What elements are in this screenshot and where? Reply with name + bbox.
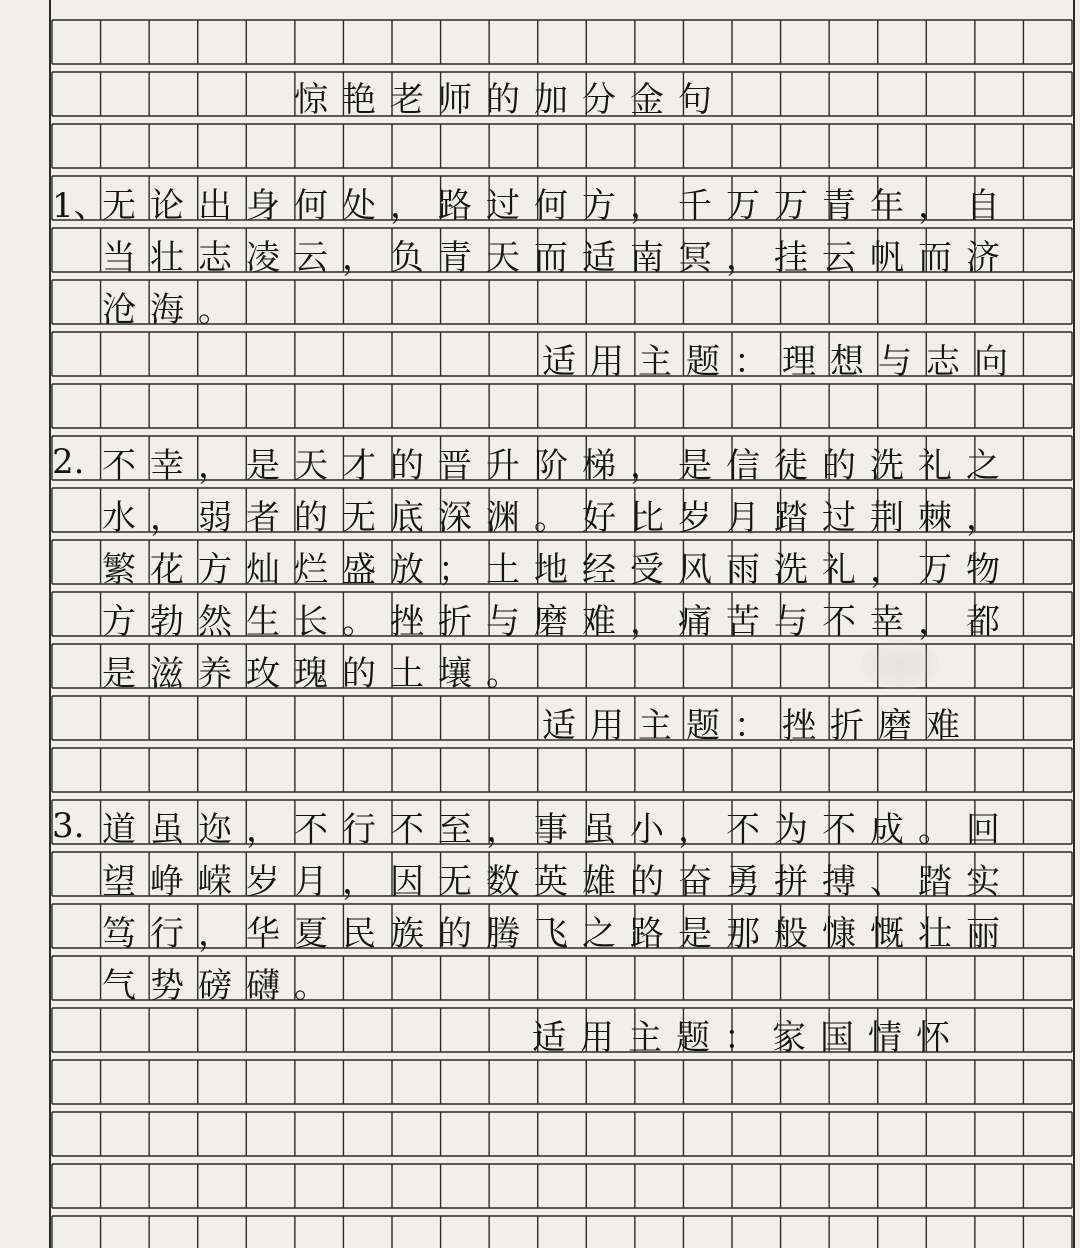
page-title [52, 74, 1080, 118]
item-3-line-2-text: 望峥嵘岁月，因无数英雄的奋勇拼搏、踏实 [102, 861, 1014, 900]
item-2-line-3 [52, 544, 1080, 588]
item-3-line-2 [52, 856, 1080, 900]
item-3-line-4 [52, 960, 1080, 1004]
item-3-line-1 [52, 804, 1072, 848]
item-2-line-4 [52, 596, 1080, 640]
item-2-theme [52, 700, 1080, 744]
grid-row [52, 124, 1072, 168]
grid-row [52, 1112, 1072, 1156]
item-2-line-5 [52, 648, 1080, 692]
item-3-number: 3. [52, 806, 85, 846]
item-1-line-2 [52, 232, 1080, 276]
item-2-line-4-text: 方勃然生长。挫折与磨难，痛苦与不幸，都 [102, 601, 1014, 640]
grid-row [52, 1216, 1072, 1248]
item-2-line-1 [52, 440, 1072, 484]
item-1-line-3 [52, 284, 1080, 328]
item-2-line-1-text: 不幸，是天才的晋升阶梯，是信徒的洗礼之 [102, 445, 1014, 484]
grid-row [52, 1060, 1072, 1104]
item-2-line-5-text: 是滋养玫瑰的土壤。 [102, 653, 534, 692]
item-3-theme-text: 适用主题：家国情怀 [532, 1017, 964, 1056]
grid-row [52, 1164, 1072, 1208]
item-3-line-3 [52, 908, 1080, 952]
item-1-number: 1、 [52, 185, 108, 224]
item-3-theme [52, 1012, 1080, 1056]
item-2-line-2 [52, 492, 1080, 536]
item-1-theme [52, 336, 1080, 380]
grid-row [52, 20, 1072, 64]
item-2-number: 2. [52, 442, 85, 482]
grid-row [52, 384, 1072, 428]
item-2-line-2-text: 水，弱者的无底深渊。好比岁月踏过荆棘， [102, 497, 1014, 536]
page-title-text: 惊艳老师的加分金句 [294, 79, 726, 118]
item-3-line-3-text: 笃行，华夏民族的腾飞之路是那般慷慨壮丽 [102, 913, 1014, 952]
item-1-line-1 [52, 180, 1072, 224]
item-1-theme-text: 适用主题：理想与志向 [542, 341, 1022, 380]
item-1-line-3-text: 沧海。 [102, 289, 246, 328]
item-3-line-4-text: 气势磅礴。 [102, 965, 342, 1004]
item-1-line-2-text: 当壮志凌云，负青天而适南冥，挂云帆而济 [102, 237, 1014, 276]
item-2-theme-text: 适用主题：挫折磨难 [542, 705, 974, 744]
item-3-line-1-text: 道虽迩，不行不至，事虽小，不为不成。回 [102, 809, 1014, 848]
grid-row [52, 748, 1072, 792]
item-1-line-1-text: 无论出身何处，路过何方，千万万青年，自 [102, 185, 1014, 224]
item-2-line-3-text: 繁花方灿烂盛放；土地经受风雨洗礼，万物 [102, 549, 1014, 588]
